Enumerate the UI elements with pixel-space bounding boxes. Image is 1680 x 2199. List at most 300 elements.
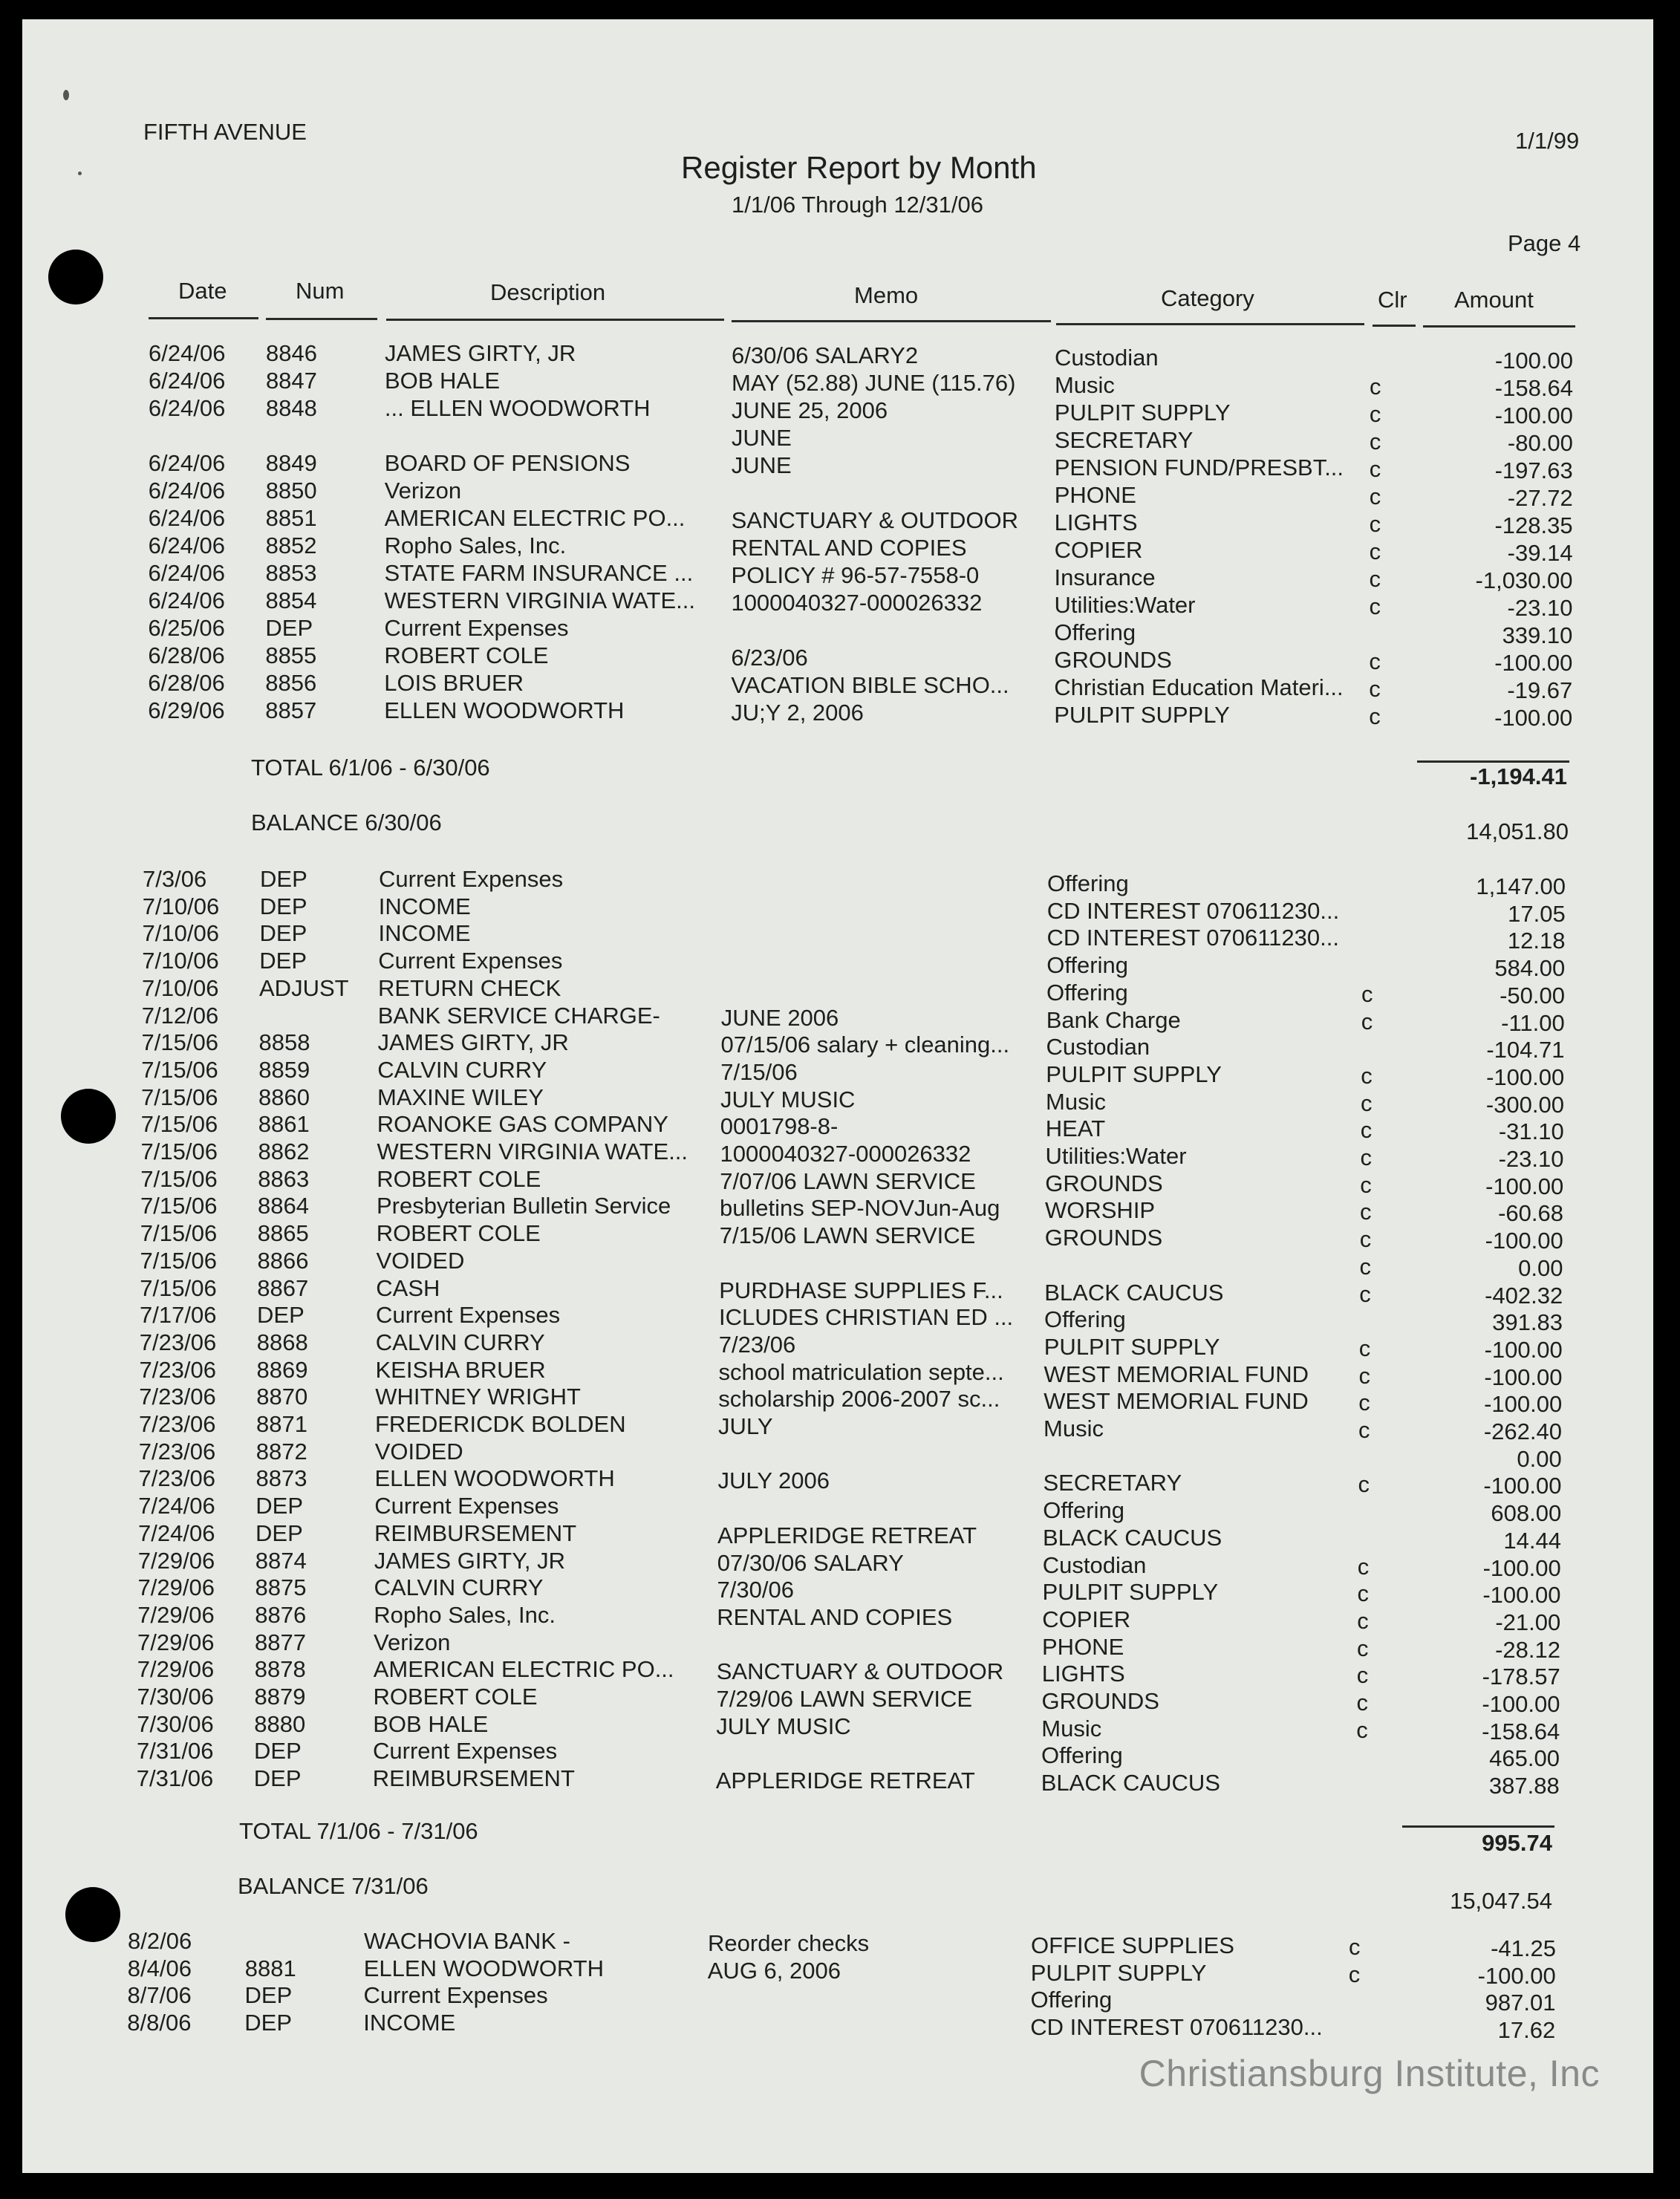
cell-description: ELLEN WOODWORTH [363,1955,604,1981]
cell-clr: c [1358,1362,1370,1389]
table-row [0,1002,1680,1036]
cell-memo: 7/23/06 [718,1331,796,1358]
cell-memo: JULY MUSIC [716,1713,851,1739]
cell-category: SECRETARY [1043,1470,1182,1496]
cell-date: 7/15/06 [140,1193,218,1219]
cell-date: 7/15/06 [140,1274,217,1301]
total-rule [1417,760,1569,763]
cell-category: Utilities:Water [1045,1143,1187,1169]
cell-amount: 584.00 [1494,955,1566,982]
header-rule [732,320,1051,322]
cell-description: INCOME [378,893,471,919]
cell-num: DEP [255,1493,303,1519]
cell-category: Offering [1041,1742,1123,1769]
cell-memo: 7/07/06 LAWN SERVICE [720,1167,976,1194]
table-row [0,1982,1680,2016]
cell-category: Offering [1054,619,1136,645]
cell-description: Current Expenses [376,1302,561,1329]
cell-amount: -100.00 [1494,403,1573,429]
cell-date: 7/24/06 [138,1519,215,1546]
cell-clr: c [1356,1690,1368,1716]
cell-memo: SANCTUARY & OUTDOOR [731,507,1019,533]
cell-date: 7/23/06 [139,1384,216,1410]
cell-amount: -100.00 [1482,1554,1561,1581]
table-row [0,1111,1680,1145]
cell-amount: -104.71 [1486,1037,1565,1063]
cell-description: BOB HALE [373,1710,489,1737]
cell-category: Offering [1046,952,1128,979]
cell-amount: 387.88 [1488,1773,1560,1799]
cell-category: Offering [1044,1306,1126,1333]
cell-amount: -21.00 [1495,1609,1561,1635]
binder-hole-top [48,250,103,304]
cell-date: 7/29/06 [137,1574,215,1601]
cell-category: Christian Education Materi... [1054,674,1344,700]
june-total-amount: -1,194.41 [1470,763,1567,789]
cell-clr: c [1349,1934,1361,1960]
cell-description: RETURN CHECK [378,974,561,1001]
table-row [0,893,1680,927]
table-row [0,1928,1680,1961]
cell-memo: APPLERIDGE RETREAT [715,1768,975,1794]
cell-clr: c [1358,1471,1370,1498]
cell-date: 6/24/06 [148,505,226,531]
cell-num: DEP [244,2010,292,2036]
cell-clr: c [1358,1390,1370,1416]
cell-amount: -100.00 [1482,1691,1560,1717]
cell-memo: bulletins SEP-NOVJun-Aug [720,1195,1000,1222]
cell-category: CD INTEREST 070611230... [1030,2014,1323,2041]
cell-num: 8855 [265,642,317,668]
cell-amount: -100.00 [1494,650,1573,676]
cell-date: 8/2/06 [128,1928,192,1954]
table-row [0,1220,1680,1254]
cell-clr: c [1369,511,1381,537]
cell-num: 8875 [255,1574,307,1601]
table-row [0,587,1680,621]
cell-date: 7/23/06 [139,1411,216,1437]
cell-num: 8874 [255,1547,307,1574]
cell-memo: scholarship 2006-2007 sc... [718,1386,1000,1413]
cell-category: PHONE [1054,482,1136,508]
cell-category: PULPIT SUPPLY [1054,702,1230,728]
cell-description: INCOME [378,920,471,947]
header-rule [386,319,724,321]
cell-clr: c [1369,538,1381,564]
table-row [0,974,1680,1009]
col-header-amount: Amount [1454,287,1534,313]
table-row [0,642,1680,676]
cell-memo: JULY 2006 [717,1467,830,1494]
cell-num: 8880 [254,1710,306,1737]
cell-date: 7/30/06 [137,1684,214,1710]
cell-category: Custodian [1055,345,1159,371]
cell-category: GROUNDS [1054,647,1172,673]
cell-description: Current Expenses [384,615,569,641]
cell-num: 8867 [257,1274,309,1301]
table-row [0,1955,1680,1989]
cell-amount: -60.68 [1498,1200,1563,1227]
cell-num: DEP [259,948,307,974]
cell-category: WEST MEMORIAL FUND [1044,1388,1309,1415]
header-rule [266,318,377,320]
cell-description: BOB HALE [384,368,500,394]
table-row [0,1356,1680,1390]
june-balance-label: BALANCE 6/30/06 [251,809,442,835]
cell-description: Current Expenses [379,866,564,892]
table-row [0,450,1680,483]
cell-amount: -178.57 [1482,1664,1560,1690]
table-row [0,505,1680,538]
cell-description: WACHOVIA BANK - [364,1928,570,1954]
cell-num: 8861 [258,1111,310,1138]
cell-category: CD INTEREST 070611230... [1046,925,1339,951]
cell-num: DEP [254,1738,302,1765]
cell-amount: 391.83 [1492,1309,1563,1336]
table-row [0,1519,1680,1554]
cell-clr: c [1369,648,1381,674]
july-balance-amount: 15,047.54 [1450,1888,1552,1914]
cell-amount: -11.00 [1501,1009,1565,1036]
cell-num: 8878 [254,1656,306,1683]
cell-description: Current Expenses [374,1493,559,1519]
cell-description: ROANOKE GAS COMPANY [377,1111,668,1138]
cell-amount: -100.00 [1483,1473,1562,1499]
cell-clr: c [1360,1117,1373,1144]
table-row [0,948,1680,982]
july-total-label: TOTAL 7/1/06 - 7/31/06 [239,1818,478,1844]
cell-num: DEP [260,866,307,892]
cell-date: 8/4/06 [127,1955,192,1981]
header-rule [149,317,258,319]
cell-date: 7/15/06 [140,1247,217,1274]
cell-date: 6/24/06 [149,340,226,366]
cell-category: GROUNDS [1044,1225,1163,1251]
table-row [0,340,1680,374]
cell-date: 7/15/06 [140,1111,218,1138]
cell-description: BOARD OF PENSIONS [384,450,631,476]
cell-clr: c [1348,1961,1361,1987]
cell-description: WESTERN VIRGINIA WATE... [384,587,695,613]
cell-description: ROBERT COLE [376,1220,541,1247]
table-row [0,615,1680,648]
table-row [0,1684,1680,1717]
total-rule [1402,1825,1554,1828]
cell-amount: -100.00 [1484,1364,1563,1390]
cell-memo: VACATION BIBLE SCHO... [731,672,1009,698]
cell-date: 7/29/06 [137,1656,215,1683]
cell-category: Offering [1046,979,1128,1006]
cell-category: PULPIT SUPPLY [1044,1333,1220,1360]
table-row [0,1738,1680,1772]
cell-category: OFFICE SUPPLIES [1031,1932,1234,1958]
cell-clr: c [1359,1280,1371,1307]
cell-amount: 987.01 [1485,1990,1556,2016]
cell-description: ROBERT COLE [373,1684,538,1710]
cell-category: Bank Charge [1046,1006,1181,1033]
cell-category: Insurance [1054,564,1156,590]
cell-amount: 14.44 [1503,1527,1561,1554]
cell-description: Current Expenses [363,1982,548,2009]
cell-date: 7/23/06 [138,1438,216,1465]
cell-date: 6/24/06 [148,478,226,504]
cell-num: 8868 [256,1329,308,1355]
cell-clr: c [1360,1171,1372,1198]
cell-date: 7/31/06 [137,1738,214,1765]
cell-date: 8/8/06 [127,2010,192,2036]
cell-memo: POLICY # 96-57-7558-0 [731,562,980,588]
cell-memo: 1000040327-000026332 [720,1141,971,1167]
cell-description: Current Expenses [378,948,563,974]
cell-amount: 17.05 [1508,900,1566,927]
cell-num: 8849 [265,450,317,476]
cell-date: 6/25/06 [148,615,225,641]
cell-date: 7/23/06 [139,1356,216,1383]
table-row [0,1056,1680,1090]
table-row [0,1029,1680,1063]
cell-description: CALVIN CURRY [377,1056,547,1083]
col-header-num: Num [296,278,345,304]
cell-description: ELLEN WOODWORTH [374,1465,615,1492]
cell-memo: AUG 6, 2006 [707,1957,841,1984]
cell-amount: -80.00 [1507,430,1573,456]
cell-amount: -402.32 [1485,1282,1563,1309]
report-title: Register Report by Month [681,150,1037,185]
cell-category: Music [1041,1715,1102,1742]
cell-clr: c [1361,1008,1373,1035]
cell-memo: 7/15/06 LAWN SERVICE [719,1222,976,1249]
cell-amount: 12.18 [1507,928,1566,954]
cell-memo: 1000040327-000026332 [731,590,983,616]
org-name: FIFTH AVENUE [143,119,307,145]
cell-memo: RENTAL AND COPIES [731,535,967,561]
cell-date: 7/10/06 [142,920,219,947]
cell-amount: -100.00 [1484,1391,1563,1418]
cell-date: 6/24/06 [148,368,226,394]
cell-memo: RENTAL AND COPIES [717,1603,953,1630]
cell-date: 6/29/06 [148,697,225,723]
cell-category: PULPIT SUPPLY [1030,1959,1207,1986]
table-row [0,1547,1680,1581]
header-rule [1056,323,1364,325]
cell-date: 7/23/06 [139,1329,217,1355]
cell-memo: 07/15/06 salary + cleaning... [720,1032,1010,1058]
table-row [0,1384,1680,1418]
cell-amount: 608.00 [1491,1500,1562,1527]
cell-category: Offering [1043,1497,1124,1524]
watermark: Christiansburg Institute, Inc [1139,2053,1600,2094]
cell-num: ADJUST [259,974,349,1001]
cell-category: Custodian [1042,1551,1147,1578]
cell-amount: 465.00 [1489,1745,1560,1772]
table-row [0,532,1680,566]
july-total-amount: 995.74 [1482,1830,1552,1856]
cell-memo: 7/30/06 [717,1577,794,1603]
cell-clr: c [1369,593,1381,619]
cell-clr: c [1360,1144,1372,1170]
cell-category: Music [1054,372,1115,398]
cell-memo: JUNE [731,452,792,478]
cell-description: WESTERN VIRGINIA WATE... [377,1138,688,1164]
cell-clr: c [1369,429,1381,455]
paper-mark [78,172,82,175]
cell-clr: c [1361,1089,1373,1116]
cell-category: BLACK CAUCUS [1043,1524,1222,1551]
cell-date: 7/29/06 [137,1601,215,1628]
cell-amount: 0.00 [1518,1254,1563,1281]
cell-memo: MAY (52.88) JUNE (115.76) [731,370,1016,396]
cell-num: 8862 [258,1138,310,1164]
table-row [0,2010,1680,2044]
cell-amount: -158.64 [1494,375,1573,401]
table-row [0,866,1680,899]
col-header-clr: Clr [1378,287,1407,313]
cell-date: 7/10/06 [142,948,219,974]
cell-memo: 7/29/06 LAWN SERVICE [716,1686,973,1712]
cell-amount: -300.00 [1485,1091,1564,1118]
table-row [0,1411,1680,1444]
cell-date: 7/23/06 [138,1465,215,1492]
cell-amount: -100.00 [1494,348,1573,374]
cell-memo: SANCTUARY & OUTDOOR [716,1658,1004,1685]
table-row [0,560,1680,593]
cell-amount: -197.63 [1494,457,1573,483]
cell-amount: -50.00 [1500,982,1565,1009]
cell-num: 8869 [256,1356,308,1383]
cell-description: Current Expenses [373,1738,558,1765]
cell-description: ROBERT COLE [384,642,549,668]
cell-num: 8848 [265,395,317,421]
cell-category: Offering [1030,1987,1113,2013]
cell-num: 8850 [265,478,317,504]
cell-clr: c [1357,1607,1369,1634]
cell-description: REIMBURSEMENT [372,1765,575,1792]
cell-amount: -158.64 [1482,1718,1560,1744]
cell-clr: c [1369,566,1381,592]
cell-clr: c [1357,1580,1369,1607]
cell-num: 8852 [265,532,317,558]
cell-date: 7/15/06 [140,1138,218,1164]
cell-amount: 339.10 [1502,622,1573,648]
cell-description: KEISHA BRUER [375,1356,546,1383]
cell-date: 6/28/06 [148,642,225,668]
cell-amount: 0.00 [1517,1445,1562,1472]
cell-description: CALVIN CURRY [374,1574,544,1601]
cell-num: 8873 [255,1465,307,1492]
cell-category: COPIER [1054,537,1143,563]
table-row [0,1465,1680,1499]
cell-num: 8859 [258,1056,310,1083]
cell-date: 7/31/06 [136,1765,214,1792]
cell-clr: c [1369,401,1381,427]
cell-category: Music [1046,1088,1106,1115]
cell-num: DEP [255,1519,303,1546]
table-row [0,1274,1680,1309]
cell-amount: -41.25 [1491,1935,1556,1961]
cell-category: WORSHIP [1045,1197,1156,1224]
cell-amount: -100.00 [1485,1173,1564,1199]
cell-clr: c [1361,1062,1373,1089]
cell-date: 6/28/06 [148,670,225,696]
cell-description: Verizon [384,478,462,504]
cell-num: DEP [265,615,313,641]
cell-num: 8876 [255,1601,307,1628]
cell-clr: c [1356,1716,1368,1743]
cell-clr: c [1358,1417,1370,1443]
cell-amount: -28.12 [1495,1636,1560,1663]
cell-description: MAXINE WILEY [377,1084,544,1110]
cell-description: Ropho Sales, Inc. [374,1601,556,1628]
cell-amount: -100.00 [1482,1582,1561,1609]
table-row [0,697,1680,731]
cell-description: INCOME [363,2010,456,2036]
cell-category: GROUNDS [1045,1170,1163,1196]
cell-memo: JU;Y 2, 2006 [731,700,864,726]
table-row [0,1138,1680,1172]
table-row [0,1438,1680,1472]
cell-category: SECRETARY [1054,427,1194,453]
cell-date: 8/7/06 [127,1982,192,2009]
cell-category: GROUNDS [1041,1688,1159,1714]
cell-clr: c [1369,676,1381,702]
cell-amount: -128.35 [1494,512,1573,538]
cell-clr: c [1369,703,1381,729]
table-row [0,1765,1680,1799]
header-rule [1423,325,1575,328]
report-date: 1/1/99 [1515,128,1580,154]
table-row [0,395,1680,429]
cell-description: ... ELLEN WOODWORTH [384,395,651,421]
cell-date: 6/24/06 [148,532,226,558]
cell-memo: JULY [718,1413,773,1439]
table-row [0,1084,1680,1118]
cell-date: 7/10/06 [142,893,220,919]
cell-num: 8853 [265,560,317,586]
report-period: 1/1/06 Through 12/31/06 [732,192,983,218]
cell-memo: 0001798-8- [720,1113,839,1140]
cell-num: 8879 [254,1684,306,1710]
cell-date: 7/12/06 [141,1002,219,1029]
cell-clr: c [1356,1662,1369,1689]
cell-clr: c [1360,1199,1372,1225]
table-row [0,1302,1680,1336]
cell-num: DEP [257,1302,305,1329]
cell-category: BLACK CAUCUS [1041,1770,1220,1796]
cell-memo: Reorder checks [708,1930,870,1956]
cell-category: PULPIT SUPPLY [1054,400,1231,426]
cell-category: PHONE [1042,1633,1124,1660]
cell-num: 8858 [258,1029,310,1056]
table-row [0,478,1680,511]
cell-date: 6/24/06 [148,560,225,586]
cell-date: 7/10/06 [142,974,219,1001]
cell-category: WEST MEMORIAL FUND [1044,1361,1309,1387]
cell-description: Ropho Sales, Inc. [384,532,567,558]
cell-amount: -100.00 [1485,1228,1563,1254]
cell-category: HEAT [1045,1115,1106,1142]
cell-memo: ICLUDES CHRISTIAN ED ... [719,1304,1014,1331]
cell-num: 8871 [256,1411,307,1437]
table-row [0,1247,1680,1281]
cell-num: 8881 [244,1955,296,1981]
cell-category: Offering [1047,870,1129,896]
cell-clr: c [1361,980,1373,1007]
cell-num: 8865 [257,1220,309,1247]
cell-num: DEP [259,893,307,919]
cell-num: 8870 [256,1384,308,1410]
table-row [0,1656,1680,1690]
cell-description: AMERICAN ELECTRIC PO... [384,505,686,531]
